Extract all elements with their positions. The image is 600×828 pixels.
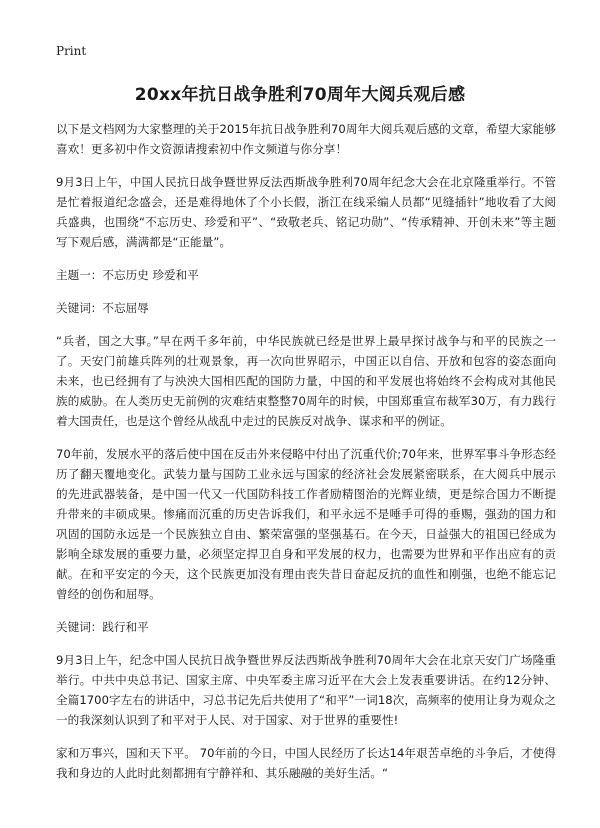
paragraph: 家和万事兴，国和天下平。 70年前的今日，中国人民经历了长达14年艰苦卓绝的斗争后，才使得我和身边的人此时此刻都拥有宁静祥和、其乐融融的美好生活。“ [56,746,556,780]
page-title: 20xx年抗日战争胜利70周年大阅兵观后感 [134,85,466,105]
paragraph: 以下是文档网为大家整理的关于2015年抗日战争胜利70周年大阅兵观后感的文章，希望大家能够喜欢！更多初中作文资源请搜索初中作文频道与你分享！ [56,122,556,156]
section-heading: 主题一：不忘历史 珍爱和平 [56,268,199,282]
paragraph: “兵者，国之大事。”早在两千多年前，中华民族就已经是世界上最早探讨战争与和平的民族之一了。天安门前雄兵阵列的壮观景象，再一次向世界昭示，中国正以自信、开放和包容的姿态面向未来，也已经拥有了与泱泱大国相匹配的国防力量，中国的和平发展也将始终不会构成对其他民族的威胁。在人类历史无前例的灾难结束整整70周年的时候，中国郑重宣布裁军30万，有力践行着大国责任，也是这个曾经从战乱中走过的民族反对战争、谋求和平的例证。 [56,334,556,428]
section-heading: 关键词：不忘屈辱 [56,301,149,315]
paragraph: 9月3日上午，中国人民抗日战争暨世界反法西斯战争胜利70周年纪念大会在北京隆重举行。不管是忙着报道纪念盛会，还是难得地休了个小长假，浙江在线采编人员都“见缝插针”地收看了大阅兵盛典，也围绕“不忘历史、珍爱和平”、“致敬老兵、铭记功勋”、“传承精神、开创未来”等主题写下观后感，满满都是“正能量”。 [56,175,556,249]
print-link[interactable]: Print [56,44,87,58]
paragraph: 9月3日上午，纪念中国人民抗日战争暨世界反法西斯战争胜利70周年大会在北京天安门广场隆重举行。中共中央总书记、国家主席、中央军委主席习近平在大会上发表重要讲话。在约12分钟、全篇1700字左右的讲话中，习总书记先后共使用了“和平”一词18次，高频率的使用让身为观众之一的我深刻认识到了和平对于人民、对于国家、对于世界的重要性! [56,653,556,727]
article-body [56,119,556,796]
paragraph: 70年前，发展水平的落后使中国在反击外来侵略中付出了沉重代价;70年来，世界军事斗争形态经历了翻天覆地变化。武装力量与国防工业永远与国家的经济社会发展紧密联系，在大阅兵中展示的先进武器装备，是中国一代又一代国防科技工作者励精图治的光辉业绩，更是综合国力不断提升带来的丰硕成果。惨痛而沉重的历史告诉我们，和平永远不是唾手可得的垂赐，强劲的国力和巩固的国防永远是一个民族独立自由、繁荣富强的坚强基石。在今天，日益强大的祖国已经成为影响全球发展的重要力量，必须坚定捍卫自身和平发展的权力，也需要为世界和平作出应有的贡献。在和平安定的今天，这个民族更加没有理由丧失昔日奋起反抗的血性和刚强，也绝不能忘记曾经的创伤和屈辱。 [56,447,556,601]
section-heading: 关键词：践行和平 [56,620,149,634]
